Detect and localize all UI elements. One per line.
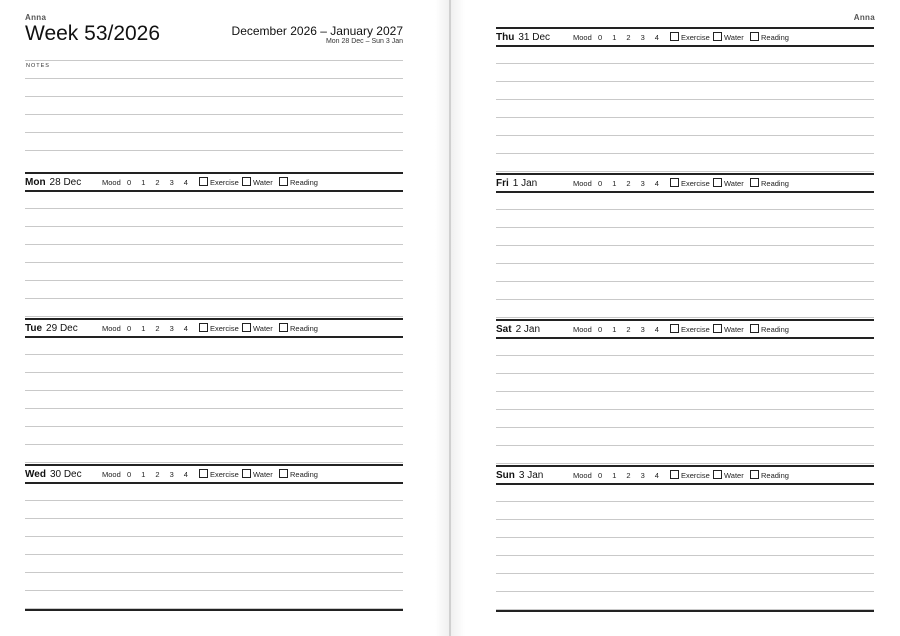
reading-label: Reading — [290, 470, 318, 479]
writing-line — [25, 280, 403, 281]
notes-label: NOTES — [26, 63, 50, 69]
writing-line — [25, 426, 403, 427]
writing-line — [25, 244, 403, 245]
day-top-rule-thu — [496, 27, 874, 29]
writing-line — [25, 590, 403, 591]
day-date: 29 Dec — [46, 322, 78, 334]
day-header-wed — [25, 467, 82, 481]
day-header-rule-sat — [496, 337, 874, 339]
reading-checkbox[interactable] — [750, 470, 759, 479]
mood-label: Mood — [102, 178, 121, 187]
writing-line — [496, 63, 874, 64]
day-name: Sat — [496, 323, 512, 335]
writing-line — [496, 519, 874, 520]
owner-name: Anna — [25, 13, 47, 22]
left-page — [0, 0, 449, 636]
mood-label: Mood — [573, 33, 592, 42]
day-name: Wed — [25, 468, 46, 480]
mood-option-0[interactable]: 0 — [598, 33, 603, 42]
writing-line — [25, 444, 403, 445]
writing-line — [496, 591, 874, 592]
mood-option-4[interactable]: 4 — [654, 471, 659, 480]
day-header-rule-tue — [25, 336, 403, 338]
mood-option-4[interactable]: 4 — [654, 33, 659, 42]
reading-checkbox[interactable] — [279, 469, 288, 478]
writing-line — [25, 572, 403, 573]
exercise-label: Exercise — [681, 179, 710, 188]
mood-label: Mood — [573, 325, 592, 334]
mood-option-0[interactable]: 0 — [598, 325, 603, 334]
water-checkbox[interactable] — [242, 177, 251, 186]
mood-option-3[interactable]: 3 — [640, 471, 645, 480]
writing-line — [25, 408, 403, 409]
day-name: Tue — [25, 322, 43, 334]
date-range-subtitle: Mon 28 Dec – Sun 3 Jan — [325, 38, 403, 45]
writing-line — [496, 135, 874, 136]
notes-line — [25, 132, 403, 133]
day-name: Thu — [496, 31, 515, 43]
writing-line — [496, 317, 874, 318]
day-header-tue — [25, 321, 78, 335]
writing-line — [496, 573, 874, 574]
mood-label: Mood — [573, 179, 592, 188]
reading-checkbox[interactable] — [750, 32, 759, 41]
reading-checkbox[interactable] — [279, 323, 288, 332]
writing-line — [496, 171, 874, 172]
exercise-checkbox[interactable] — [670, 470, 679, 479]
mood-option-3[interactable]: 3 — [169, 324, 174, 333]
notes-line — [25, 78, 403, 79]
exercise-checkbox[interactable] — [670, 178, 679, 187]
mood-option-1[interactable]: 1 — [612, 471, 617, 480]
day-date: 30 Dec — [49, 468, 82, 480]
page-bottom-rule — [496, 610, 874, 612]
writing-line — [496, 501, 874, 502]
writing-line — [496, 263, 874, 264]
writing-line — [496, 555, 874, 556]
exercise-checkbox[interactable] — [199, 323, 208, 332]
mood-option-0[interactable]: 0 — [127, 470, 132, 479]
day-header-rule-wed — [25, 482, 403, 484]
writing-line — [496, 245, 874, 246]
mood-option-4[interactable]: 4 — [654, 179, 659, 188]
exercise-checkbox[interactable] — [199, 469, 208, 478]
writing-line — [25, 554, 403, 555]
water-checkbox[interactable] — [713, 324, 722, 333]
water-label: Water — [724, 325, 744, 334]
water-checkbox[interactable] — [242, 469, 251, 478]
mood-option-3[interactable]: 3 — [169, 470, 174, 479]
day-date: 31 Dec — [518, 31, 551, 43]
reading-checkbox[interactable] — [279, 177, 288, 186]
notes-line — [25, 96, 403, 97]
writing-line — [25, 462, 403, 463]
day-date: 28 Dec — [49, 176, 82, 188]
writing-line — [496, 81, 874, 82]
writing-line — [25, 536, 403, 537]
water-label: Water — [724, 33, 744, 42]
writing-line — [496, 445, 874, 446]
exercise-label: Exercise — [681, 33, 710, 42]
writing-line — [25, 518, 403, 519]
exercise-checkbox[interactable] — [670, 324, 679, 333]
writing-line — [496, 409, 874, 410]
week-title: Week 53/2026 — [25, 22, 161, 45]
writing-line — [496, 117, 874, 118]
mood-option-2[interactable]: 2 — [626, 33, 631, 42]
mood-option-2[interactable]: 2 — [155, 178, 160, 187]
mood-option-1[interactable]: 1 — [612, 325, 617, 334]
writing-line — [496, 99, 874, 100]
mood-option-2[interactable]: 2 — [626, 471, 631, 480]
mood-option-1[interactable]: 1 — [141, 324, 146, 333]
exercise-label: Exercise — [210, 324, 239, 333]
notes-top-line — [25, 60, 403, 61]
mood-option-3[interactable]: 3 — [640, 179, 645, 188]
day-header-fri — [496, 176, 537, 190]
day-date: 1 Jan — [512, 177, 538, 189]
notes-line — [25, 150, 403, 151]
owner-name-right: Anna — [853, 13, 875, 22]
mood-option-3[interactable]: 3 — [169, 178, 174, 187]
writing-line — [25, 226, 403, 227]
reading-label: Reading — [761, 325, 789, 334]
mood-label: Mood — [573, 471, 592, 480]
writing-line — [25, 500, 403, 501]
day-name: Mon — [25, 176, 46, 188]
mood-label: Mood — [102, 324, 121, 333]
mood-option-0[interactable]: 0 — [598, 179, 603, 188]
writing-line — [496, 227, 874, 228]
day-top-rule-sun — [496, 465, 874, 467]
reading-label: Reading — [290, 324, 318, 333]
writing-line — [496, 373, 874, 374]
reading-label: Reading — [761, 179, 789, 188]
day-date: 2 Jan — [515, 323, 541, 335]
mood-option-2[interactable]: 2 — [626, 325, 631, 334]
writing-line — [25, 372, 403, 373]
mood-option-4[interactable]: 4 — [183, 470, 188, 479]
mood-option-4[interactable]: 4 — [654, 325, 659, 334]
exercise-checkbox[interactable] — [670, 32, 679, 41]
writing-line — [496, 427, 874, 428]
day-header-thu — [496, 30, 550, 44]
writing-line — [25, 354, 403, 355]
water-label: Water — [253, 178, 273, 187]
exercise-checkbox[interactable] — [199, 177, 208, 186]
day-header-sun — [496, 468, 543, 482]
writing-line — [496, 537, 874, 538]
writing-line — [496, 355, 874, 356]
water-label: Water — [724, 471, 744, 480]
water-checkbox[interactable] — [713, 470, 722, 479]
writing-line — [25, 390, 403, 391]
day-top-rule-mon — [25, 172, 403, 174]
mood-option-2[interactable]: 2 — [155, 470, 160, 479]
date-range-title: December 2026 – January 2027 — [231, 24, 403, 38]
mood-option-2[interactable]: 2 — [155, 324, 160, 333]
mood-option-4[interactable]: 4 — [183, 178, 188, 187]
mood-label: Mood — [102, 470, 121, 479]
mood-option-3[interactable]: 3 — [640, 33, 645, 42]
exercise-label: Exercise — [681, 471, 710, 480]
writing-line — [25, 262, 403, 263]
water-label: Water — [253, 324, 273, 333]
water-checkbox[interactable] — [242, 323, 251, 332]
mood-option-1[interactable]: 1 — [612, 33, 617, 42]
mood-option-1[interactable]: 1 — [141, 470, 146, 479]
reading-checkbox[interactable] — [750, 178, 759, 187]
day-header-rule-fri — [496, 191, 874, 193]
day-name: Sun — [496, 469, 515, 481]
day-header-mon — [25, 175, 81, 189]
day-header-rule-sun — [496, 483, 874, 485]
water-checkbox[interactable] — [713, 178, 722, 187]
page-bottom-rule — [25, 609, 403, 611]
day-name: Fri — [496, 177, 509, 189]
right-page — [451, 0, 900, 636]
water-label: Water — [724, 179, 744, 188]
exercise-label: Exercise — [210, 470, 239, 479]
mood-option-3[interactable]: 3 — [640, 325, 645, 334]
reading-checkbox[interactable] — [750, 324, 759, 333]
day-date: 3 Jan — [518, 469, 544, 481]
day-header-sat — [496, 322, 540, 336]
mood-option-0[interactable]: 0 — [127, 324, 132, 333]
water-checkbox[interactable] — [713, 32, 722, 41]
day-header-rule-thu — [496, 45, 874, 47]
writing-line — [496, 463, 874, 464]
mood-option-1[interactable]: 1 — [141, 178, 146, 187]
writing-line — [496, 391, 874, 392]
mood-option-4[interactable]: 4 — [183, 324, 188, 333]
writing-line — [496, 209, 874, 210]
day-header-rule-mon — [25, 190, 403, 192]
mood-option-1[interactable]: 1 — [612, 179, 617, 188]
notes-line — [25, 114, 403, 115]
writing-line — [25, 316, 403, 317]
exercise-label: Exercise — [681, 325, 710, 334]
reading-label: Reading — [290, 178, 318, 187]
mood-option-0[interactable]: 0 — [127, 178, 132, 187]
writing-line — [25, 208, 403, 209]
mood-option-2[interactable]: 2 — [626, 179, 631, 188]
day-top-rule-fri — [496, 173, 874, 175]
day-top-rule-tue — [25, 318, 403, 320]
writing-line — [25, 298, 403, 299]
reading-label: Reading — [761, 33, 789, 42]
day-top-rule-sat — [496, 319, 874, 321]
mood-option-0[interactable]: 0 — [598, 471, 603, 480]
exercise-label: Exercise — [210, 178, 239, 187]
writing-line — [496, 153, 874, 154]
day-top-rule-wed — [25, 464, 403, 466]
writing-line — [496, 281, 874, 282]
reading-label: Reading — [761, 471, 789, 480]
writing-line — [496, 299, 874, 300]
water-label: Water — [253, 470, 273, 479]
